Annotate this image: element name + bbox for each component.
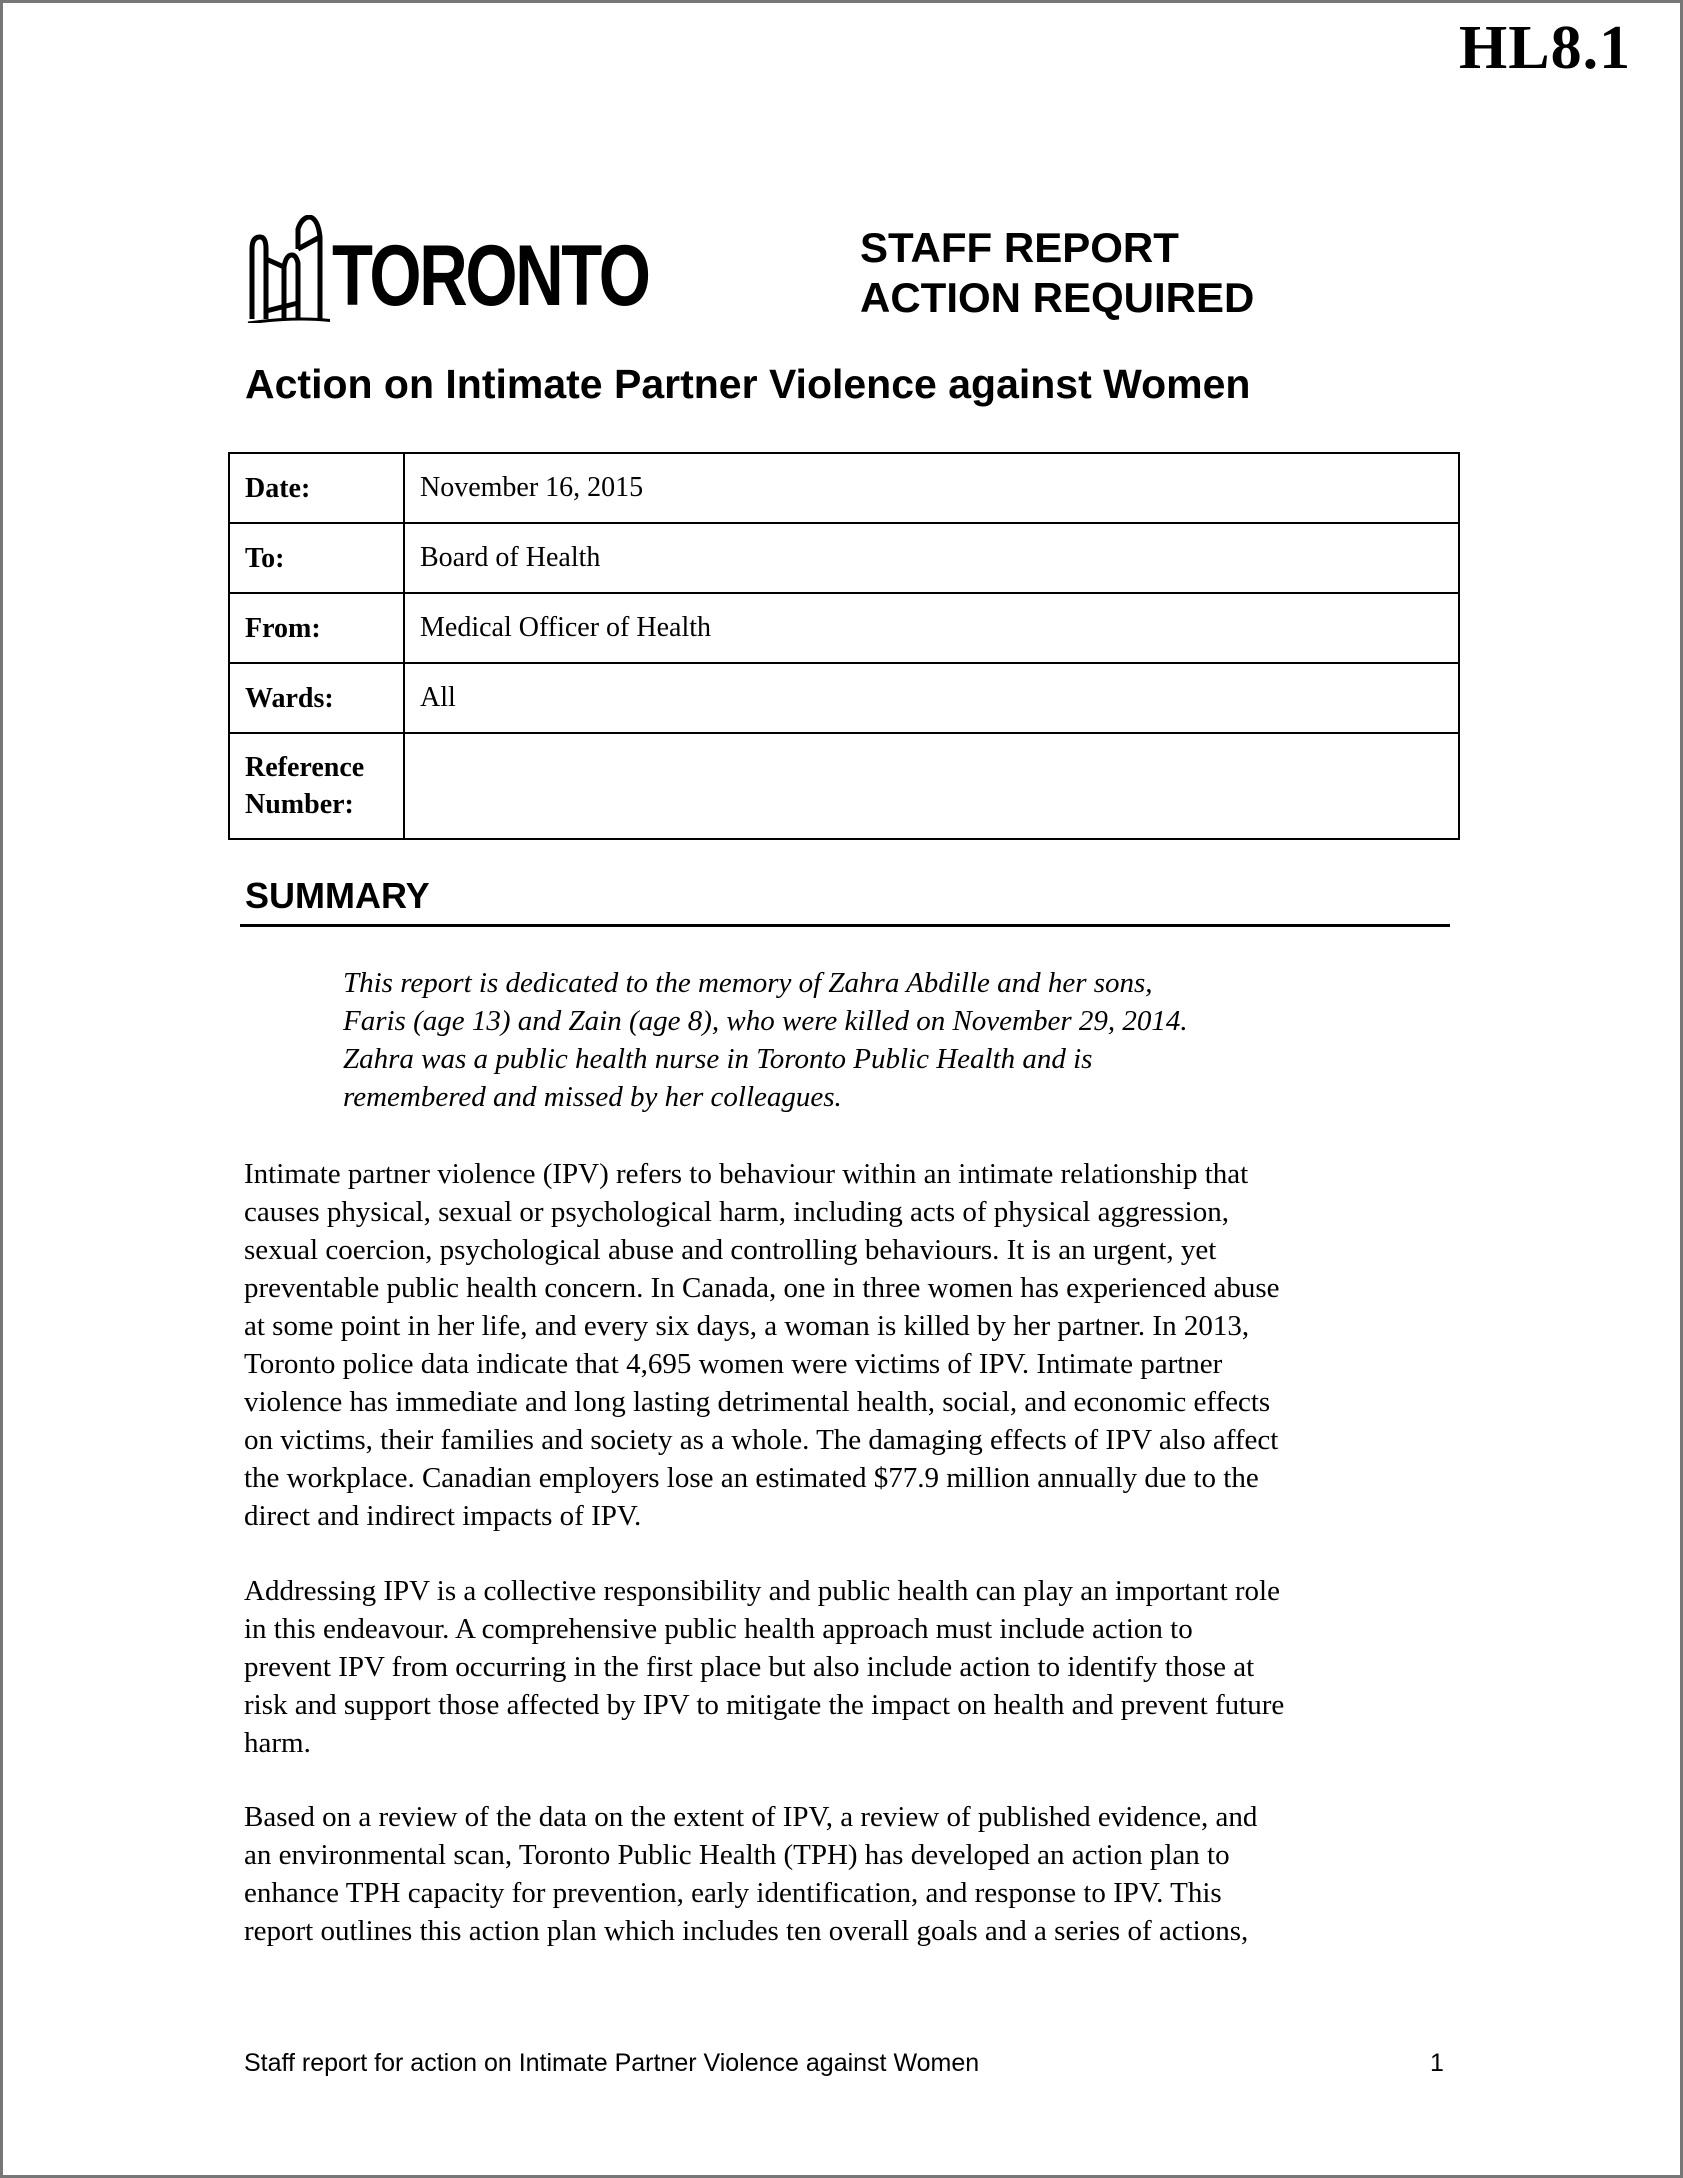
paragraph-line: Intimate partner violence (IPV) refers to behaviour within an intimate relationship that [244, 1158, 1249, 1190]
report-type-line: ACTION REQUIRED [860, 274, 1255, 321]
paragraph-line: risk and support those affected by IPV to mitigate the impact on health and prevent future [244, 1689, 1285, 1721]
report-type-line: STAFF REPORT [860, 224, 1179, 271]
row-label: Date: [229, 453, 404, 523]
paragraph-line: the workplace. Canadian employers lose an estimated $77.9 million annually due to the [244, 1462, 1259, 1494]
row-value: November 16, 2015 [404, 453, 1459, 523]
paragraph-line: direct and indirect impacts of IPV. [244, 1500, 642, 1532]
table-row [229, 663, 1459, 733]
paragraph-line: at some point in her life, and every six days, a woman is killed by her partner. In 2013, [244, 1310, 1250, 1342]
dedication-line: Faris (age 13) and Zain (age 8), who were killed on November 29, 2014. [343, 1005, 1188, 1037]
toronto-logo [246, 215, 649, 325]
page-number: 1 [1430, 2049, 1444, 2077]
row-value: Medical Officer of Health [404, 593, 1459, 663]
paragraph-line: on victims, their families and society as a whole. The damaging effects of IPV also affect [244, 1424, 1279, 1456]
row-label: Wards: [229, 663, 404, 733]
table-row [229, 593, 1459, 663]
paragraph-line: report outlines this action plan which includes ten overall goals and a series of actions, [244, 1915, 1249, 1947]
row-label-line: Number: [245, 789, 354, 820]
paragraph-line: Based on a review of the data on the extent of IPV, a review of published evidence, and [244, 1801, 1258, 1833]
body-paragraph-3 [244, 1798, 1474, 1950]
paragraph-line: harm. [244, 1727, 311, 1759]
page-footer: Staff report for action on Intimate Partner Violence against Women [244, 2049, 980, 2077]
table-row [229, 523, 1459, 593]
report-metadata-table [228, 452, 1460, 840]
table-row [229, 733, 1459, 839]
paragraph-line: preventable public health concern. In Canada, one in three women has experienced abuse [244, 1272, 1280, 1304]
body-paragraph-1 [244, 1155, 1474, 1535]
row-label: To: [229, 523, 404, 593]
table-row [229, 453, 1459, 523]
row-value: Board of Health [404, 523, 1459, 593]
row-label: From: [229, 593, 404, 663]
paragraph-line: Toronto police data indicate that 4,695 women were victims of IPV. Intimate partner [244, 1348, 1223, 1380]
logo-wordmark: TORONTO [332, 228, 649, 324]
document-id: HL8.1 [1459, 14, 1632, 82]
body-paragraph-2 [244, 1572, 1474, 1762]
dedication-line: Zahra was a public health nurse in Toronto Public Health and is [343, 1043, 1093, 1075]
paragraph-line: causes physical, sexual or psychological harm, including acts of physical aggression, [244, 1196, 1229, 1228]
page-title: Action on Intimate Partner Violence against Women [245, 361, 1251, 407]
report-type [860, 223, 1254, 323]
paragraph-line: Addressing IPV is a collective responsibility and public health can play an important role [244, 1575, 1280, 1607]
section-heading-summary: SUMMARY [245, 875, 430, 916]
row-value [404, 733, 1459, 839]
city-hall-icon [246, 215, 330, 323]
paragraph-line: enhance TPH capacity for prevention, early identification, and response to IPV. This [244, 1877, 1222, 1909]
dedication-line: This report is dedicated to the memory of Zahra Abdille and her sons, [343, 967, 1153, 999]
dedication-line: remembered and missed by her colleagues. [343, 1081, 842, 1113]
paragraph-line: in this endeavour. A comprehensive public health approach must include action to [244, 1613, 1193, 1645]
paragraph-line: prevent IPV from occurring in the first place but also include action to identify those at [244, 1651, 1255, 1683]
paragraph-line: sexual coercion, psychological abuse and controlling behaviours. It is an urgent, yet [244, 1234, 1217, 1266]
paragraph-line: an environmental scan, Toronto Public Health (TPH) has developed an action plan to [244, 1839, 1230, 1871]
dedication-text [343, 964, 1393, 1116]
row-value: All [404, 663, 1459, 733]
section-divider [240, 924, 1450, 927]
row-label-line: Reference [245, 752, 365, 783]
paragraph-line: violence has immediate and long lasting detrimental health, social, and economic effects [244, 1386, 1271, 1418]
row-label [229, 733, 404, 839]
